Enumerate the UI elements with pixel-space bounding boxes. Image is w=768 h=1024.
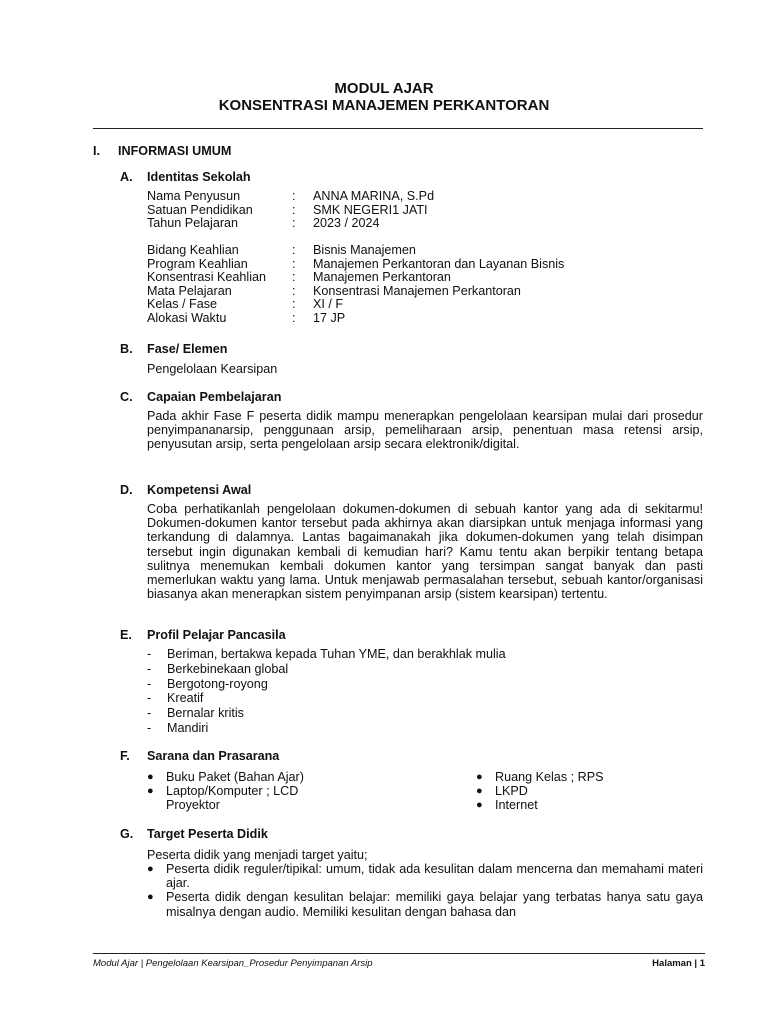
subsection-letter-f: F. [120, 749, 130, 763]
identity-group-2 [147, 244, 707, 326]
list-item [147, 770, 347, 784]
list-item-text: Ruang Kelas ; RPS [495, 770, 604, 784]
initial-competence-paragraph: Coba perhatikanlah pengelolaan dokumen-dokumen di sebuah kantor yang ada di sekitarmu! Dokumen-dokumen kantor tersebut pada akhirnya akan diarsipkan untuk menjaga informasi yang terkandung di dalamnya. Lantas bagaimanakah jika dokumen-dokumen yang telah disimpan tersebut ingin digunakan kembali di kemudian hari? Kamu tentu akan berpikir tentang betapa sulitnya menemukan kembali dokumen kantor yang tersimpan sangat banyak dan pasti memerlukan waktu yang lama. Untuk menjawab permasalahan tersebut, sebuah kantor/organisasi biasanya akan menerapkan sistem penyimpanan arsip (sistem kearsipan) tertentu. [147, 502, 703, 602]
list-item [147, 890, 703, 918]
document-subtitle: KONSENTRASI MANAJEMEN PERKANTORAN [218, 97, 550, 114]
identity-colon: : [292, 256, 296, 271]
subsection-title-a: Identitas Sekolah [147, 170, 251, 184]
list-item [476, 798, 696, 812]
subsection-letter-c: C. [120, 390, 133, 404]
identity-value: 17 JP [313, 310, 346, 325]
subsection-title-g: Target Peserta Didik [147, 827, 268, 841]
identity-colon: : [292, 297, 296, 312]
identity-colon: : [292, 243, 296, 257]
dash-marker: - [147, 647, 152, 661]
list-item-text: Peserta didik reguler/tipikal: umum, tidak ada kesulitan dalam mencerna dan memahami materi ajar. [166, 862, 703, 891]
list-item-text: Internet [495, 798, 538, 813]
identity-row [147, 244, 707, 258]
identity-key: Mata Pelajaran [147, 283, 232, 298]
subsection-letter-a: A. [120, 170, 133, 184]
list-item-text: Laptop/Komputer ; LCD Proyektor [166, 784, 299, 813]
list-item [476, 770, 696, 784]
bullet-marker: ● [147, 891, 154, 904]
section-number: I. [93, 144, 100, 158]
subsection-title-d: Kompetensi Awal [147, 483, 252, 497]
identity-row [147, 258, 707, 272]
identity-key: Bidang Keahlian [147, 243, 239, 257]
facilities-list-left [147, 770, 347, 813]
target-learners-list [147, 862, 703, 919]
bullet-marker: ● [476, 799, 483, 812]
identity-key: Konsentrasi Keahlian [147, 270, 267, 285]
pancasila-profile-list [147, 647, 703, 736]
list-item [147, 862, 703, 890]
list-item-text: Peserta didik dengan kesulitan belajar: memiliki gaya belajar yang terbatas hanya satu gaya misalnya dengan audio. Memiliki kesulitan dengan bahasa dan [166, 890, 703, 919]
identity-colon: : [292, 310, 296, 325]
dash-marker: - [147, 706, 152, 721]
subsection-letter-g: G. [120, 827, 134, 841]
identity-key: Alokasi Waktu [147, 310, 227, 325]
identity-colon: : [292, 202, 296, 217]
list-item [147, 677, 703, 692]
identity-row [147, 285, 707, 299]
list-item [147, 662, 703, 677]
identity-key: Kelas / Fase [147, 297, 217, 312]
subsection-letter-d: D. [120, 483, 133, 497]
bullet-marker: ● [476, 785, 483, 798]
identity-value: XI / F [313, 297, 344, 312]
identity-row [147, 217, 707, 231]
bullet-marker: ● [147, 771, 154, 783]
list-item-text: Mandiri [167, 720, 209, 735]
list-item [147, 706, 703, 721]
dash-marker: - [147, 691, 152, 706]
identity-value: 2023 / 2024 [313, 216, 380, 231]
list-item-text: Berkebinekaan global [167, 661, 289, 676]
dash-marker: - [147, 676, 152, 691]
identity-colon: : [292, 216, 296, 231]
footer-document-label: Modul Ajar | Pengelolaan Kearsipan_Prosedur Penyimpanan Arsip [93, 958, 373, 969]
document-title: MODUL AJAR [334, 80, 434, 97]
learning-outcome-paragraph: Pada akhir Fase F peserta didik mampu menerapkan pengelolaan kearsipan mulai dari prosedur penyimpananarsip, penggunaan arsip, pemeliharaan arsip, penentuan masa retensi arsip, penyusutan arsip, serta pengelolaan arsip secara elektronik/digital. [147, 409, 703, 452]
dash-marker: - [147, 720, 152, 735]
footer-divider [93, 953, 705, 954]
target-intro-text: Peserta didik yang menjadi target yaitu; [147, 848, 368, 862]
identity-row [147, 204, 707, 218]
list-item [476, 784, 696, 798]
identity-group-1 [147, 190, 707, 231]
dash-marker: - [147, 661, 152, 676]
identity-value: Manajemen Perkantoran [313, 270, 451, 285]
identity-row [147, 312, 707, 326]
bullet-marker: ● [476, 771, 483, 783]
identity-value: Konsentrasi Manajemen Perkantoran [313, 283, 521, 298]
subsection-title-e: Profil Pelajar Pancasila [147, 628, 286, 642]
identity-key: Tahun Pelajaran [147, 216, 239, 231]
footer-page-number: Halaman | 1 [652, 958, 705, 969]
bullet-marker: ● [147, 863, 154, 875]
facilities-list-right [476, 770, 696, 813]
subsection-letter-b: B. [120, 342, 133, 356]
identity-colon: : [292, 270, 296, 285]
list-item-text: Buku Paket (Bahan Ajar) [166, 770, 304, 784]
header-divider [93, 128, 703, 129]
identity-key: Nama Penyusun [147, 189, 241, 203]
list-item [147, 647, 703, 662]
identity-value: Bisnis Manajemen [313, 243, 416, 257]
section-title: INFORMASI UMUM [118, 144, 232, 158]
list-item [147, 721, 703, 736]
subsection-letter-e: E. [120, 628, 132, 642]
phase-element-text: Pengelolaan Kearsipan [147, 362, 278, 376]
subsection-title-c: Capaian Pembelajaran [147, 390, 282, 404]
list-item-text: Bernalar kritis [167, 706, 244, 721]
identity-value: SMK NEGERI1 JATI [313, 202, 428, 217]
list-item-text: Bergotong-royong [167, 676, 268, 691]
identity-value: ANNA MARINA, S.Pd [313, 189, 435, 203]
subsection-title-b: Fase/ Elemen [147, 342, 228, 356]
identity-value: Manajemen Perkantoran dan Layanan Bisnis [313, 256, 565, 271]
bullet-marker: ● [147, 785, 154, 798]
subsection-title-f: Sarana dan Prasarana [147, 749, 280, 763]
identity-colon: : [292, 283, 296, 298]
identity-key: Satuan Pendidikan [147, 202, 253, 217]
list-item-text: Beriman, bertakwa kepada Tuhan YME, dan berakhlak mulia [167, 647, 506, 661]
list-item-text: Kreatif [167, 691, 204, 706]
identity-key: Program Keahlian [147, 256, 248, 271]
list-item-text: LKPD [495, 784, 528, 799]
identity-colon: : [292, 189, 296, 203]
list-item [147, 784, 347, 812]
identity-row [147, 298, 707, 312]
identity-row [147, 190, 707, 204]
identity-row [147, 271, 707, 285]
list-item [147, 691, 703, 706]
